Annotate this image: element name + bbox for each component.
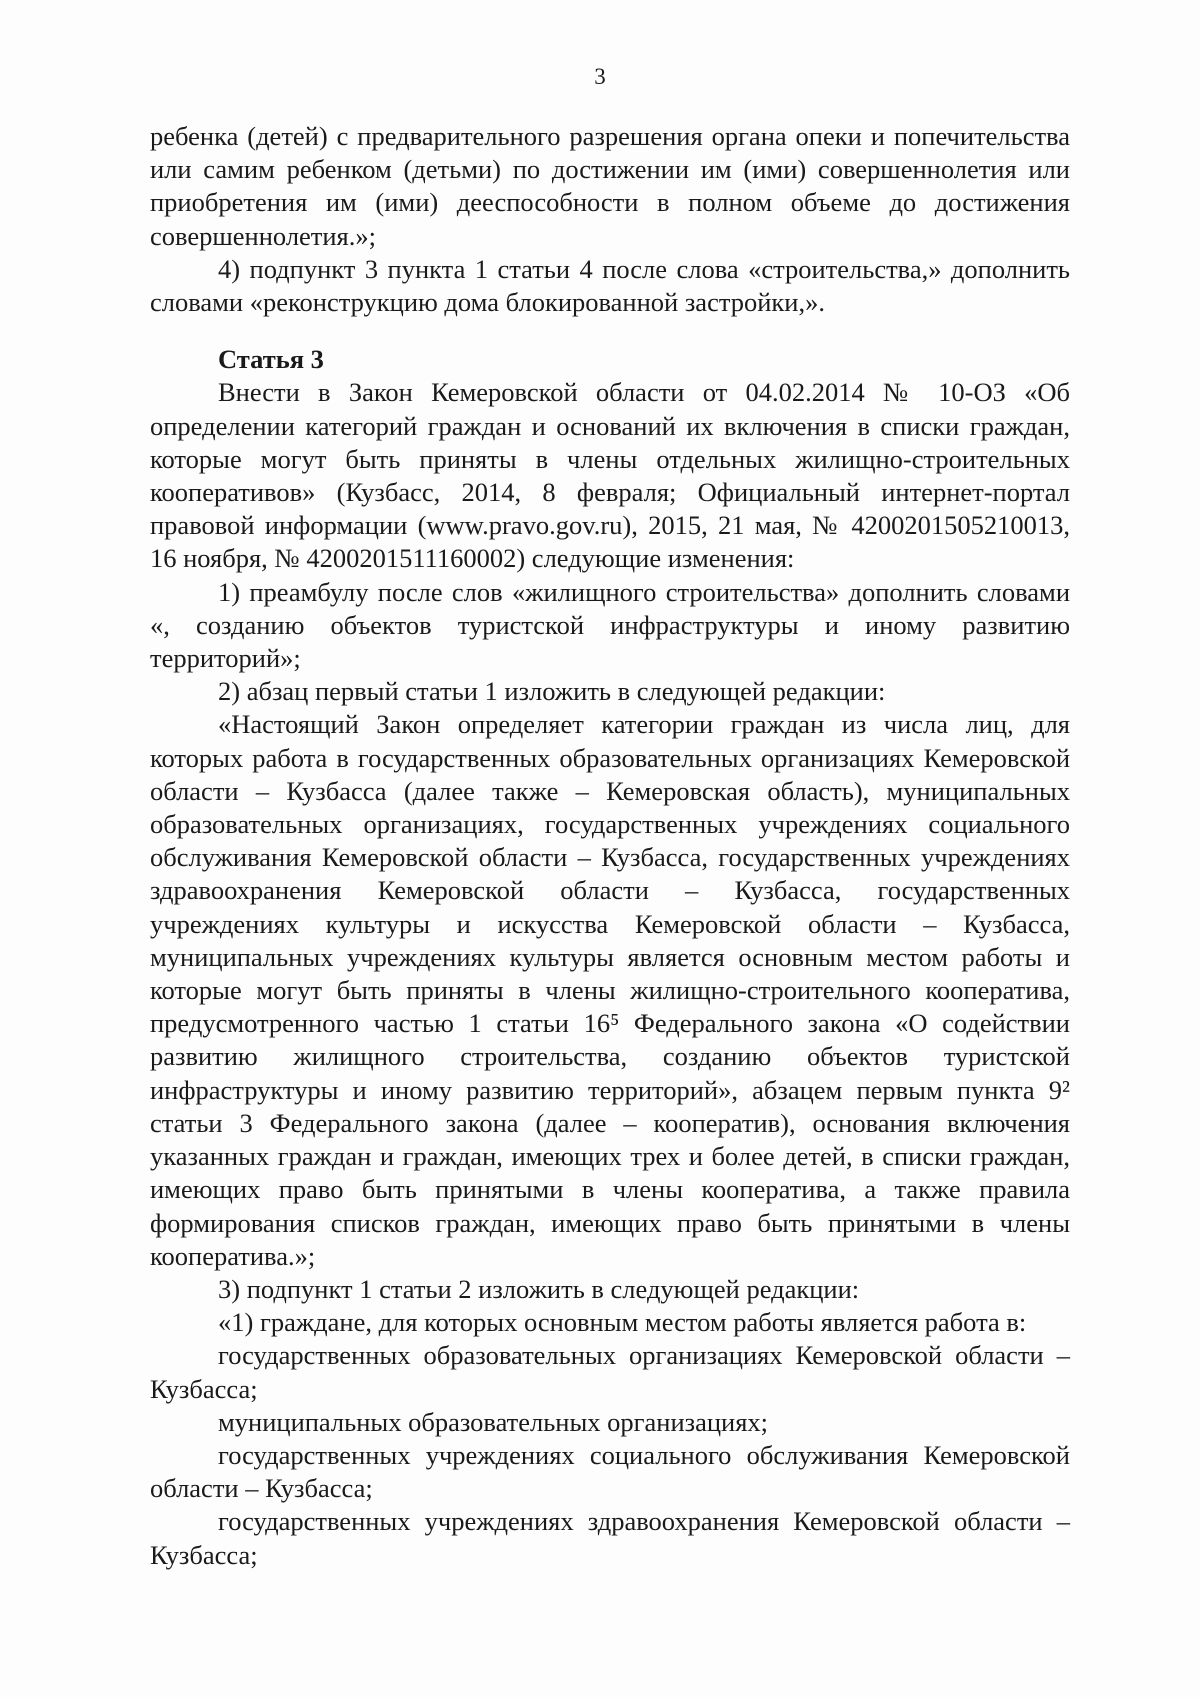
- paragraph-item-4: 4) подпункт 3 пункта 1 статьи 4 после слова «строительства,» дополнить словами «реконструкцию дома блокированной застройки,».: [150, 253, 1070, 318]
- paragraph-subitem-1: «1) граждане, для которых основным местом работы является работа в:: [218, 1307, 1027, 1338]
- list-item: государственных учреждениях социального обслуживания Кемеровской области – Кузбасса;: [150, 1439, 1070, 1504]
- paragraph-item-3: 3) подпункт 1 статьи 2 изложить в следующей редакции:: [218, 1273, 860, 1304]
- paragraph-quoted-text: «Настоящий Закон определяет категории граждан из числа лиц, для которых работа в государственных образовательных организациях Кемеровской области – Кузбасса (далее также – Кемеровская область), муниципальных образовательных организациях, государственных учреждениях социального обслуживания Кемеровской области – Кузбасса, государственных учреждениях здравоохранения Кемеровской области – Кузбасса, государственных учреждениях культуры и искусства Кемеровской области – Кузбасса, муниципальных учреждениях культуры является основным местом работы и которые могут быть приняты в члены жилищно-строительного кооператива, предусмотренного частью 1 статьи 16⁵ Федерального закона «О содействии развитию жилищного строительства, созданию объектов туристской инфраструктуры и иному развитию территорий», абзацем первым пункта 9² статьи 3 Федерального закона (далее – кооператив), основания включения указанных граждан и граждан, имеющих трех и более детей, в списки граждан, имеющих право быть принятыми в члены кооператива, а также правила формирования списков граждан, имеющих право быть принятыми в члены кооператива.»;: [150, 709, 1070, 1271]
- paragraph-continuation: ребенка (детей) с предварительного разрешения органа опеки и попечительства или самим ребенком (детьми) по достижении им (ими) совершеннолетия или приобретения им (ими) дееспособности в полном объеме до достижения совершеннолетия.»;: [150, 121, 1070, 251]
- document-body: [150, 120, 1070, 1572]
- article-heading: Статья 3: [218, 344, 324, 375]
- paragraph-article-intro: Внести в Закон Кемеровской области от 04.02.2014 № 10-ОЗ «Об определении категорий граждан и оснований их включения в списки граждан, которые могут быть приняты в члены отдельных жилищно-строительных кооперативов» (Кузбасс, 2014, 8 февраля; Официальный интернет-портал правовой информации (www.pravo.gov.ru), 2015, 21 мая, № 4200201505210013, 16 ноября, № 4200201511160002) следующие изменения:: [150, 377, 1070, 574]
- paragraph-item-1: 1) преамбулу после слов «жилищного строительства» дополнить словами «, созданию объектов туристской инфраструктуры и иному развитию территорий»;: [150, 576, 1070, 674]
- list-item: государственных учреждениях здравоохранения Кемеровской области – Кузбасса;: [150, 1506, 1070, 1570]
- list-item: муниципальных образовательных организациях;: [218, 1406, 769, 1437]
- paragraph-item-2: 2) абзац первый статьи 1 изложить в следующей редакции:: [218, 676, 886, 707]
- list-item: государственных образовательных организациях Кемеровской области – Кузбасса;: [150, 1340, 1070, 1404]
- page-number: 3: [594, 64, 606, 89]
